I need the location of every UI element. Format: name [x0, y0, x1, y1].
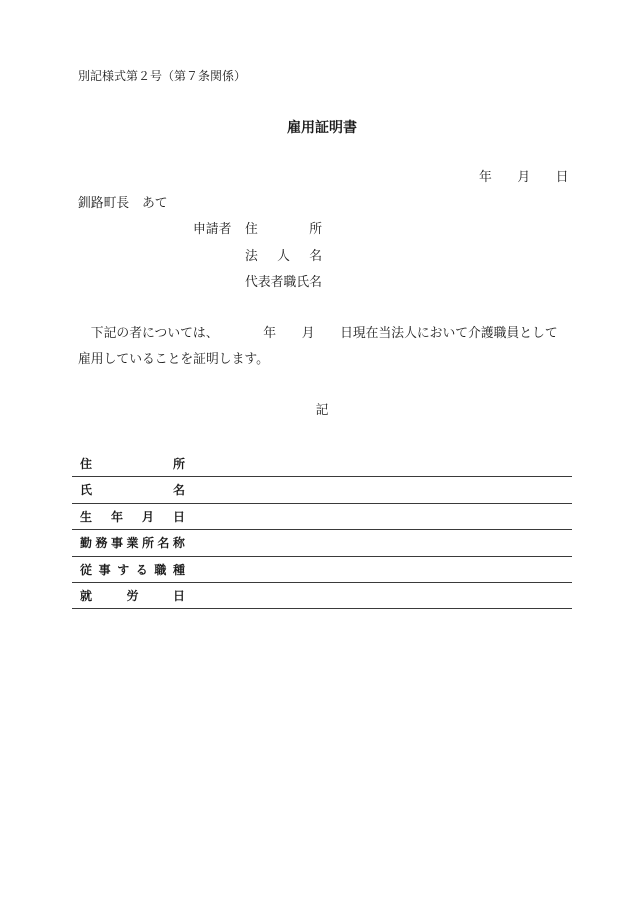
document-title: 雇用証明書	[287, 120, 357, 136]
label-char: す	[117, 562, 130, 577]
label-char: 名	[172, 483, 185, 498]
address-row	[72, 451, 572, 477]
workplace-row	[72, 530, 572, 556]
recipient: 釧路町長 あて	[78, 196, 168, 211]
label-char: 名	[309, 275, 322, 290]
label-char: 氏	[296, 275, 310, 290]
label-char: 日	[172, 588, 185, 603]
label-char: 所	[172, 457, 185, 471]
note-heading: 記	[315, 403, 329, 418]
label-char: 職	[283, 275, 297, 290]
label-char: 勤	[80, 536, 93, 551]
label-char: 日	[172, 509, 185, 524]
body-text-line-2: 雇用していることを証明します。	[78, 352, 269, 367]
job-type-label	[80, 562, 185, 578]
label-char: る	[135, 562, 148, 577]
label-char: 務	[95, 536, 108, 551]
date-line: 年 月 日	[479, 170, 569, 185]
work-days-value	[196, 583, 572, 608]
label-char: 称	[172, 536, 185, 551]
label-char: 者	[270, 275, 284, 290]
birthdate-value	[196, 504, 572, 529]
name-label	[80, 482, 185, 498]
label-char: 労	[126, 588, 139, 603]
form-number: 別記様式第２号（第７条関係）	[78, 69, 247, 83]
address-value	[196, 451, 572, 476]
label-char: 年	[110, 509, 123, 524]
job-type-value	[196, 557, 572, 582]
label-char: 代	[245, 275, 258, 290]
body-text-line-1: 下記の者については、 年 月 日現在当法人において介護職員として	[78, 326, 558, 341]
name-row	[72, 477, 572, 503]
applicant-address-value	[330, 222, 566, 238]
workplace-value	[196, 530, 572, 555]
work-days-row	[72, 583, 572, 609]
label-char: 住	[245, 222, 258, 237]
applicant-address-label	[245, 222, 322, 238]
label-char: 住	[80, 457, 93, 471]
workplace-label	[80, 535, 185, 551]
birthdate-label	[80, 509, 185, 525]
label-char: 従	[80, 562, 93, 577]
representative-name-value	[330, 275, 566, 291]
label-char: 事	[98, 562, 111, 577]
name-value	[196, 477, 572, 502]
work-days-label	[80, 588, 185, 604]
label-char: 表	[257, 275, 271, 290]
applicant-heading: 申請者	[193, 222, 232, 237]
label-char: 職	[154, 562, 167, 577]
label-char: 名	[309, 249, 322, 264]
label-char: 業	[126, 536, 139, 551]
birthdate-row	[72, 504, 572, 530]
address-label	[80, 456, 185, 472]
label-char: 法	[245, 249, 258, 264]
representative-name-label	[245, 275, 322, 291]
corporation-name-value	[330, 249, 566, 265]
label-char: 名	[157, 536, 170, 551]
corporation-name-label	[245, 249, 322, 265]
label-char: 人	[277, 249, 290, 264]
label-char: 就	[80, 588, 93, 603]
label-char: 生	[80, 509, 93, 524]
label-char: 種	[172, 562, 185, 577]
label-char: 氏	[80, 483, 93, 498]
label-char: 所	[309, 222, 322, 237]
label-char: 所	[141, 536, 154, 551]
job-type-row	[72, 557, 572, 583]
label-char: 月	[141, 509, 154, 524]
label-char: 事	[110, 536, 123, 551]
details-table	[72, 451, 572, 609]
